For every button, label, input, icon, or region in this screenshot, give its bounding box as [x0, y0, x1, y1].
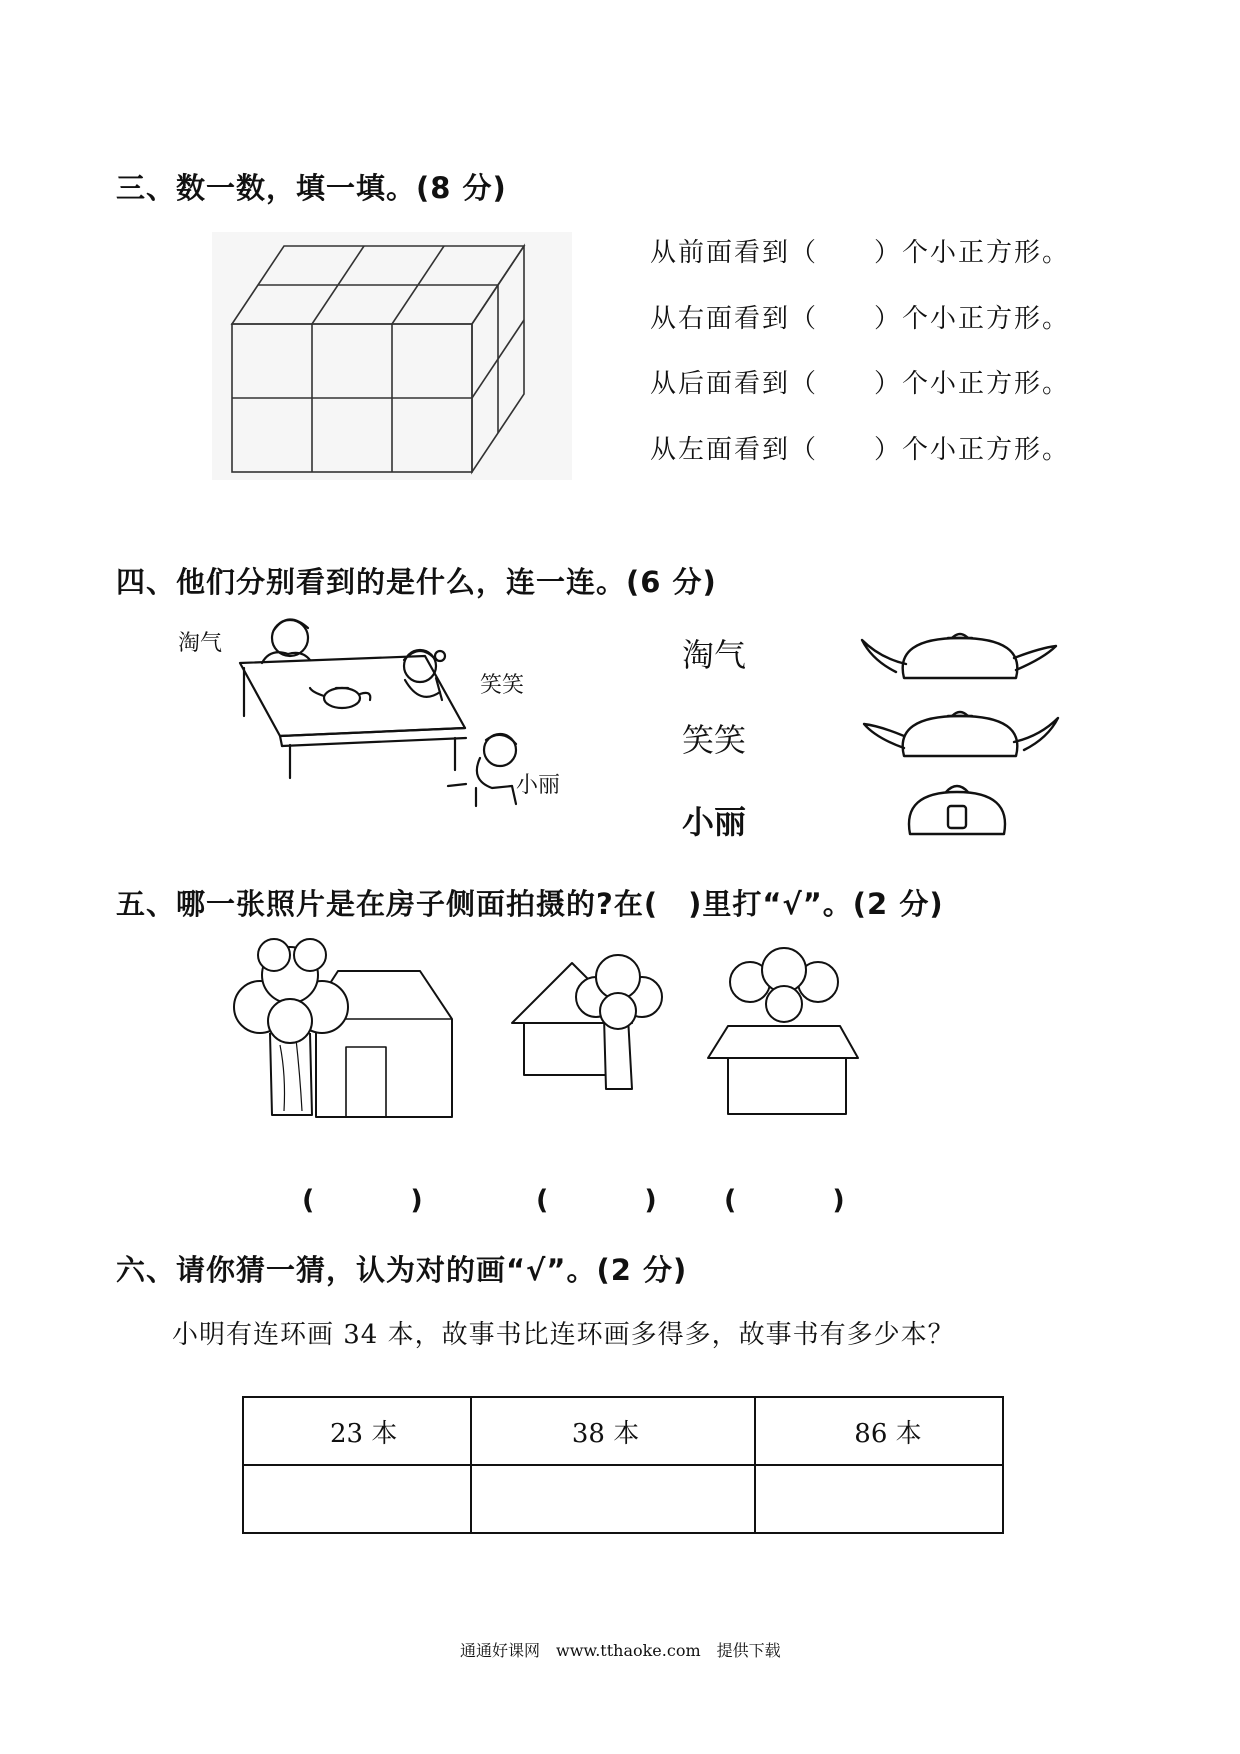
option-cell-23: 23 本 [243, 1397, 471, 1465]
section-6-heading: 六、请你猜一猜，认为对的画“√”。(2 分) [116, 1253, 688, 1287]
match-label-xiaoxiao: 笑笑 [682, 721, 747, 759]
match-label-taoqi: 淘气 [682, 636, 747, 674]
photo-2-illustration [510, 955, 670, 1090]
scene-label-xiaoli: 小丽 [516, 773, 561, 798]
options-answer-row [243, 1465, 1003, 1533]
section-4-heading: 四、他们分别看到的是什么，连一连。(6 分) [116, 565, 717, 599]
scene-label-taoqi: 淘气 [178, 631, 223, 656]
view-line-front: 从前面看到（ ）个小正方形。 [650, 238, 1071, 268]
answer-cell-38[interactable] [471, 1465, 755, 1533]
teapot-spout-right-icon [860, 706, 1060, 764]
section-3-heading: 三、数一数，填一填。(8 分) [116, 171, 507, 205]
options-table [242, 1396, 1004, 1534]
options-header-row [243, 1397, 1003, 1465]
footer-text: 通通好课网 www.tthaoke.com 提供下载 [460, 1641, 781, 1660]
scene-label-xiaoxiao: 笑笑 [480, 673, 525, 698]
answer-slot-3[interactable]: ( ) [724, 1185, 859, 1216]
photo-3-illustration [706, 948, 862, 1116]
answer-slot-2[interactable]: ( ) [536, 1185, 671, 1216]
match-label-xiaoli: 小丽 [682, 803, 747, 841]
answer-cell-86[interactable] [755, 1465, 1003, 1533]
section-5-heading: 五、哪一张照片是在房子侧面拍摄的?在( )里打“√”。(2 分) [116, 887, 944, 921]
option-cell-86: 86 本 [755, 1397, 1003, 1465]
cube-figure [212, 232, 572, 480]
option-cell-38: 38 本 [471, 1397, 755, 1465]
photo-1-illustration [226, 935, 458, 1125]
view-line-right: 从右面看到（ ）个小正方形。 [650, 304, 1071, 334]
answer-slot-1[interactable]: ( ) [302, 1185, 437, 1216]
answer-cell-23[interactable] [243, 1465, 471, 1533]
teapot-front-icon [902, 776, 1012, 842]
question-text: 小明有连环画 34 本，故事书比连环画多得多，故事书有多少本？ [172, 1320, 955, 1350]
view-line-back: 从后面看到（ ）个小正方形。 [650, 369, 1071, 399]
teapot-spout-left-icon [860, 628, 1060, 686]
view-line-left: 从左面看到（ ）个小正方形。 [650, 435, 1071, 465]
